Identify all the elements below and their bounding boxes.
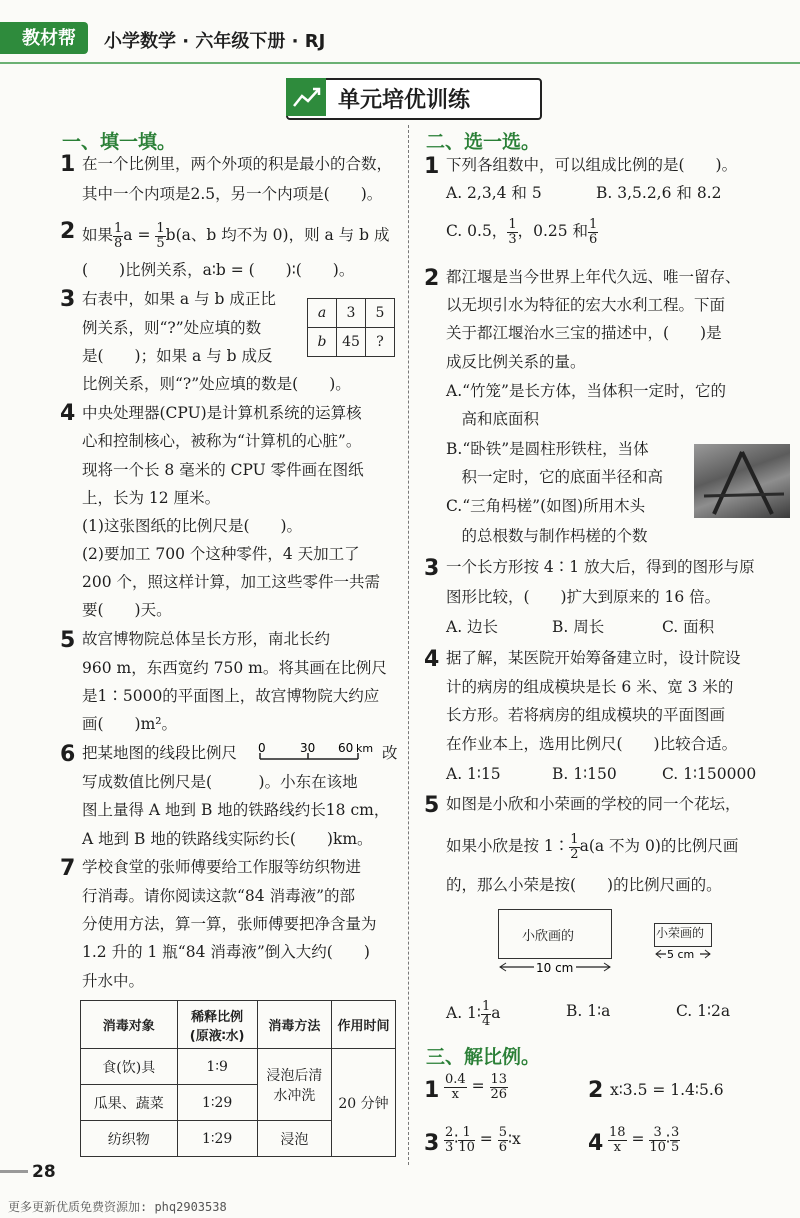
question-number: 1 [424,1078,440,1103]
table-cell: a [308,299,337,328]
q4-line: 现将一个长 8 毫米的 CPU 零件画在图纸 [82,461,364,479]
q4-line: 中央处理器(CPU)是计算机系统的运算核 [82,404,362,422]
option: 的总根数与制作杩槎的个数 [446,527,648,545]
q7-line: 升水中。 [82,972,145,990]
fraction [444,1073,467,1101]
fraction [588,218,598,246]
q2-text: b(a、b 均不为 0)，则 a 与 b 成 [165,226,390,245]
page-marker [0,1170,28,1173]
table-cell: 瓜果、蔬菜 [81,1085,178,1121]
page-number: 28 [32,1162,56,1182]
question-number: 3 [424,556,440,581]
question-number: 5 [424,793,440,818]
q4-line: 心和控制核心，被称为“计算机的心脏”。 [82,432,362,450]
option-text: A. 1∶ [446,1004,481,1023]
option: C.“三角杩槎”(如图)所用木头 [446,497,646,515]
option: C. 1∶2a [676,1002,731,1020]
question-number: 6 [60,742,76,767]
denominator: x [613,1139,621,1155]
r-q4-line: 计的病房的组成模块是长 6 米、宽 3 米的 [446,678,734,696]
col-header: 消毒对象 [81,1001,178,1049]
table-cell: 45 [337,328,366,357]
wooden-tripod-photo [694,444,790,518]
equation: $\frac{18}{x}$ = $\frac{3}{10}$ ∶ $\frac{3}{5}$ [609,1125,680,1155]
q5-line: 画( )m²。 [82,715,178,733]
option: C. 1∶150000 [662,765,757,783]
fraction [608,1126,627,1154]
dim-label: 10 cm [536,961,574,975]
denominator: 3 [508,231,517,247]
q2-line: ( )比例关系，a∶b = ( )∶( )。 [82,261,355,279]
header-divider [0,62,800,64]
denominator: 26 [490,1086,508,1102]
brand-label: 教材帮 [22,28,76,49]
scale-label: 30 [300,741,316,755]
numerator: 1 [589,217,598,232]
denominator: 6 [589,231,598,247]
fraction [490,1073,509,1101]
r-q3-line: 图形比较，( )扩大到原来的 16 倍。 [446,588,721,606]
question-number: 4 [60,401,76,426]
table-cell: 20 分钟 [331,1049,395,1157]
numerator: 1 [570,832,579,847]
q4-line: (2)要加工 700 个这种零件，4 天加工了 [82,545,360,563]
q7-line: 学校食堂的张师傅要给工作服等纺织物进 [82,858,362,876]
q2-text: a = [123,226,156,245]
numerator: 1 [114,221,123,236]
trend-icon [286,78,326,116]
disinfection-table [80,1000,396,1157]
dimension-line [654,946,712,962]
option [446,1000,500,1028]
section-solve: 三、解比例。 [426,1046,541,1068]
dimension-line [498,958,612,976]
col-header-line: 稀释比例 [191,1009,244,1025]
q3-line: 例关系，则“?”处应填的数 [82,319,262,337]
q5-line: 故宫博物院总体呈长方形，南北长约 [82,630,331,648]
r-q2-line: 以无坝引水为特征的宏大水利工程。下面 [446,296,726,314]
column-divider [408,125,409,1165]
fraction [113,222,123,250]
denominator: 5 [670,1139,680,1155]
option-text: C. 0.5， [446,222,508,241]
q6-line: A 地到 B 地的铁路线实际约长( )km。 [82,830,373,848]
question-number: 7 [60,856,76,881]
question-number: 1 [60,152,76,177]
r-q5-line [446,833,738,861]
option: A. 2,3,4 和 5 [446,184,542,202]
r-q4-line: 长方形。若将病房的组成模块的平面图画 [446,706,726,724]
q1-line: 其中一个内项是2.5，另一个内项是( )。 [82,185,383,203]
table-cell: 3 [337,299,366,328]
denominator: 10 [458,1139,475,1155]
option: B. 1∶a [566,1002,611,1020]
q1-line: 在一个比例里，两个外项的积是最小的合数， [82,155,393,173]
footer-note: 更多更新优质免费资源加: phq2903538 [8,1200,227,1214]
table-cell: 1∶29 [177,1121,257,1157]
option: A. 1∶15 [446,765,501,783]
question-number: 2 [424,266,440,291]
cell-line: 浸泡后清 [266,1067,323,1084]
q5-text: a(a 不为 0)的比例尺画 [579,837,739,856]
scale-label: 0 [258,741,266,755]
r-q2-line: 成反比例关系的量。 [446,353,586,371]
question-number: 2 [60,219,76,244]
q6-line: 写成数值比例尺是( )。小东在该地 [82,773,358,791]
fraction [498,1126,508,1154]
q4-line: 要( )天。 [82,601,172,619]
option-text: ，0.25 和 [517,222,589,241]
q5-line: 960 m，东西宽约 750 m。将其画在比例尺 [82,659,387,677]
col-header: 作用时间 [331,1001,395,1049]
equation-text: ∶x [508,1130,521,1149]
numerator: 3 [670,1125,680,1140]
q4-line: (1)这张图纸的比例尺是( )。 [82,517,303,535]
table-row [81,1049,396,1085]
r-q4-line: 据了解，某医院开始筹备建立时，设计院设 [446,649,741,667]
r-q2-line: 关于都江堰治水三宝的描述中，( )是 [446,324,722,342]
question-number: 1 [424,154,440,179]
option: B.“卧铁”是圆柱形铁柱，当体 [446,440,649,458]
q2-text: 如果 [82,226,114,245]
denominator: 5 [156,235,165,251]
fraction [507,218,517,246]
q6-line: 改 [382,744,398,762]
denominator: 3 [445,1139,454,1155]
denominator: 6 [498,1139,507,1155]
q7-line: 1.2 升的 1 瓶“84 消毒液”倒入大约( ) [82,943,370,961]
r-q1-line: 下列各组数中，可以组成比例的是( )。 [446,156,738,174]
col-header: 消毒方法 [257,1001,331,1049]
r-q2-line: 都江堰是当今世界上年代久远、唯一留存、 [446,268,741,286]
q7-line: 分使用方法，算一算，张师傅要把净含量为 [82,915,377,933]
question-number: 4 [424,647,440,672]
denominator: x [451,1086,460,1102]
fraction [444,1126,454,1154]
denominator: 2 [570,846,579,862]
option-text: a [491,1004,501,1023]
q5-line: 是1∶5000的平面图上，故宫博物院大约应 [82,687,380,705]
numerator: 1 [458,1126,475,1141]
denominator: 4 [481,1013,491,1029]
option: 积一定时，它的底面半径和高 [446,468,664,486]
q3-table [307,298,395,357]
section-choice: 二、选一选。 [426,131,541,153]
table-cell: 纺织物 [81,1121,178,1157]
q6-line: 把某地图的线段比例尺 [82,744,238,762]
numerator: 1 [156,221,165,236]
denominator: 8 [114,235,123,251]
fraction [649,1126,666,1154]
table-cell [257,1049,331,1121]
q6-line: 图上量得 A 地到 B 地的铁路线约长18 cm， [82,801,390,819]
table-cell: 5 [366,299,395,328]
equation: $\frac{2}{3}$ ∶ $\frac{1}{10}$ = $\frac{5}{6}$ ∶x [445,1125,521,1155]
option: B. 周长 [552,618,605,636]
r-q5-line: 如图是小欣和小荣画的学校的同一个花坛， [446,795,741,813]
fraction [569,833,579,861]
table-cell: 食(饮)具 [81,1049,178,1085]
fraction [458,1126,475,1154]
fraction [155,222,165,250]
dim-label: 5 cm [667,948,695,961]
table-header-row [81,1001,396,1049]
numerator: 5 [498,1125,507,1140]
table-cell: b [308,328,337,357]
option: B. 1∶150 [552,765,617,783]
fraction [481,1000,491,1028]
scale-unit: km [356,742,374,755]
r-q4-line: 在作业本上，选用比例尺( )比较合适。 [446,735,738,753]
q4-line: 上，长为 12 厘米。 [82,489,221,507]
q4-line: 200 个，照这样计算，加工这些零件一共需 [82,573,381,591]
section-title: 单元培优训练 [338,88,471,113]
question-number: 3 [60,287,76,312]
denominator: 10 [649,1139,666,1155]
col-header [177,1001,257,1049]
table-row [308,328,395,357]
scale-label: 60 [338,741,354,755]
question-number: 3 [424,1131,440,1156]
option: A.“竹笼”是长方体，当体积一定时，它的 [446,382,726,400]
option: A. 边长 [446,618,499,636]
numerator: 1 [508,217,517,232]
col-header-line: (原液∶水) [189,1028,245,1044]
option: 高和底面积 [446,410,540,428]
q3-line: 比例关系，则“?”处应填的数是( )。 [82,375,351,393]
numerator: 1 [481,999,491,1014]
table-cell: 1∶29 [177,1085,257,1121]
fig-label: 小荣画的 [656,926,705,940]
q3-line: 是( )；如果 a 与 b 成反 [82,347,273,365]
table-cell: 1∶9 [177,1049,257,1085]
equation: x∶3.5 = 1.4∶5.6 [610,1081,724,1099]
option: C. 面积 [662,618,715,636]
cell-line: 水冲洗 [273,1087,316,1104]
numerator: 3 [649,1126,666,1141]
equation: $\frac{0.4}{x}$ = $\frac{13}{26}$ [445,1072,508,1102]
numerator: 2 [445,1125,454,1140]
book-title: 小学数学 · 六年级下册 · RJ [104,31,326,52]
option: B. 3,5.2,6 和 8.2 [596,184,722,202]
fig-label: 小欣画的 [522,929,575,944]
scale-bar [258,741,378,763]
numerator: 13 [490,1072,508,1087]
table-cell: ? [366,328,395,357]
q3-line: 右表中，如果 a 与 b 成正比 [82,290,276,308]
table-cell: 浸泡 [257,1121,331,1157]
question-number: 4 [588,1131,604,1156]
table-row [308,299,395,328]
numerator: 0.4 [445,1072,466,1087]
r-q3-line: 一个长方形按 4∶1 放大后，得到的图形与原 [446,558,755,576]
question-number: 5 [60,628,76,653]
section-fill-in: 一、填一填。 [62,131,177,153]
numerator: 18 [609,1125,626,1140]
fraction [670,1126,680,1154]
q7-line: 行消毒。请你阅读这款“84 消毒液”的部 [82,887,355,905]
question-number: 2 [588,1078,604,1103]
option [446,218,598,246]
q5-text: 如果小欣是按 1∶ [446,837,570,856]
q2-line [82,222,389,250]
r-q5-line: 的，那么小荣是按( )的比例尺画的。 [446,876,722,894]
